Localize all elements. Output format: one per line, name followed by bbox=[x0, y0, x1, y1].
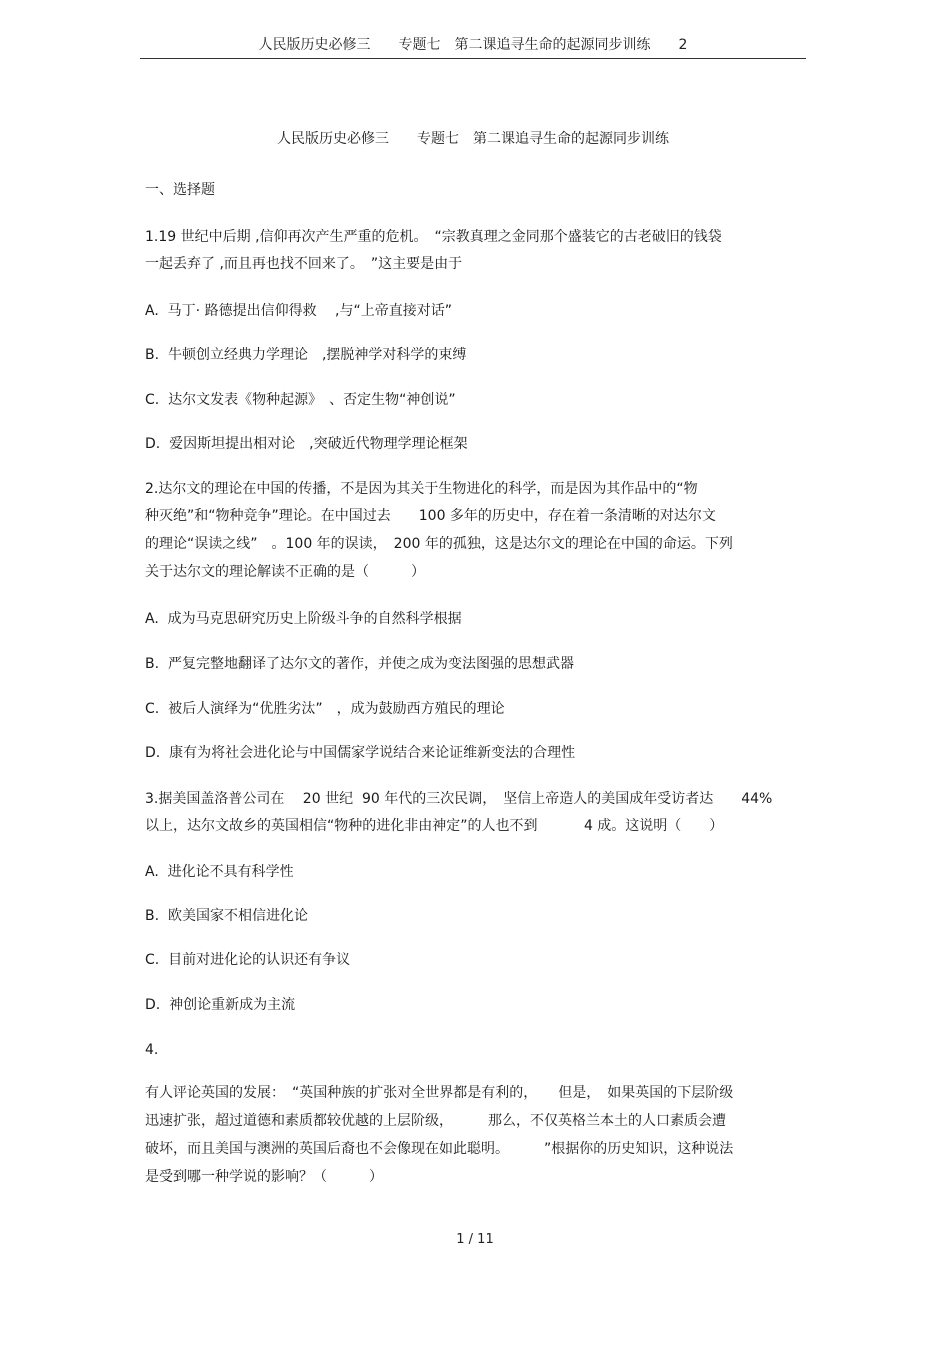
question-4-stem-line-2: 迅速扩张，超过道德和素质都较优越的上层阶级， 那么，不仅英格兰本土的人口素质会遭 bbox=[145, 1113, 726, 1129]
running-header: 人民版历史必修三 专题七 第二课追寻生命的起源同步训练 2 bbox=[258, 37, 688, 53]
question-1-option-d: D. 爱因斯坦提出相对论 ,突破近代物理学理论框架 bbox=[145, 436, 468, 452]
question-2-option-c: C. 被后人演绎为“优胜劣汰” ，成为鼓励西方殖民的理论 bbox=[145, 701, 505, 717]
header-rule bbox=[140, 58, 806, 59]
question-2-option-a: A. 成为马克思研究历史上阶级斗争的自然科学根据 bbox=[145, 611, 462, 627]
question-4-number: 4. bbox=[145, 1042, 159, 1058]
question-1-stem-line-1: 1.19 世纪中后期 ,信仰再次产生严重的危机。 “宗教真理之金同那个盛装它的古老破旧的钱袋 bbox=[145, 229, 722, 245]
question-4-stem-line-1: 有人评论英国的发展： “英国种族的扩张对全世界都是有利的， 但是， 如果英国的下层阶级 bbox=[145, 1085, 734, 1101]
section-heading: 一、选择题 bbox=[145, 182, 215, 198]
page-number: 1 / 11 bbox=[456, 1232, 494, 1247]
question-3-option-d: D. 神创论重新成为主流 bbox=[145, 997, 296, 1013]
question-1-option-a: A. 马丁· 路德提出信仰得救 ,与“上帝直接对话” bbox=[145, 303, 452, 319]
question-2-stem-line-1: 2.达尔文的理论在中国的传播，不是因为其关于生物进化的科学，而是因为其作品中的“物 bbox=[145, 481, 698, 497]
question-3-option-b: B. 欧美国家不相信进化论 bbox=[145, 908, 308, 924]
question-3-stem-line-2: 以上，达尔文故乡的英国相信“物种的进化非由神定”的人也不到 4 成。这说明（ ） bbox=[145, 818, 724, 834]
question-2-stem-line-4: 关于达尔文的理论解读不正确的是（ ） bbox=[145, 564, 425, 580]
question-2-option-b: B. 严复完整地翻译了达尔文的著作，并使之成为变法图强的思想武器 bbox=[145, 656, 574, 672]
question-1-option-b: B. 牛顿创立经典力学理论 ,摆脱神学对科学的束缚 bbox=[145, 347, 467, 363]
question-3-option-c: C. 目前对进化论的认识还有争议 bbox=[145, 952, 351, 968]
question-1-option-c: C. 达尔文发表《物种起源》 、否定生物“神创说” bbox=[145, 392, 456, 408]
question-4-stem-line-3: 破坏，而且美国与澳洲的英国后裔也不会像现在如此聪明。 ”根据你的历史知识，这种说法 bbox=[145, 1141, 734, 1157]
question-3-option-a: A. 进化论不具有科学性 bbox=[145, 864, 294, 880]
question-2-stem-line-2: 种灭绝”和“物种竞争”理论。在中国过去 100 多年的历史中，存在着一条清晰的对达尔文 bbox=[145, 508, 716, 524]
document-title: 人民版历史必修三 专题七 第二课追寻生命的起源同步训练 bbox=[277, 131, 669, 147]
question-2-stem-line-3: 的理论“误读之线” 。100 年的误读， 200 年的孤独，这是达尔文的理论在中国的命运。下列 bbox=[145, 536, 733, 552]
question-1-stem-line-2: 一起丢弃了 ,而且再也找不回来了。 ”这主要是由于 bbox=[145, 256, 463, 272]
question-3-stem-line-1: 3.据美国盖洛普公司在 20 世纪 90 年代的三次民调， 坚信上帝造人的美国成年受访者达 44% bbox=[145, 791, 773, 807]
question-2-option-d: D. 康有为将社会进化论与中国儒家学说结合来论证维新变法的合理性 bbox=[145, 745, 576, 761]
question-4-stem-line-4: 是受到哪一种学说的影响？（ ） bbox=[145, 1169, 383, 1185]
